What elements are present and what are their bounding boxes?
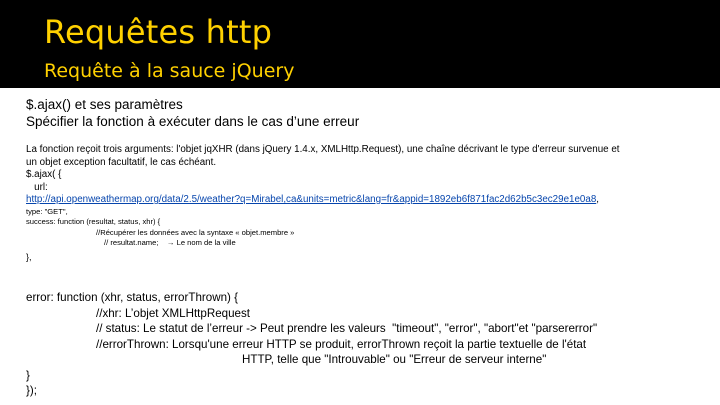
code-url-key: url: [26, 181, 48, 193]
error-line-4: //errorThrown: Lorsqu'une erreur HTTP se produit, errorThrown reçoit la partie textuelle de l'état [96, 337, 587, 351]
code-resultat-line: // resultat.name; → Le nom de la ville [104, 238, 236, 247]
intro-line-error: Spécifier la fonction à exécuter dans le cas d’une erreur [26, 114, 360, 129]
error-code-block [26, 290, 716, 399]
error-line-3: // status: Le statut de l’erreur -> Peut prendre les valeurs "timeout", "error", "abort"et "parsererror" [96, 322, 598, 335]
description-line-2: un objet exception facultatif, le cas échéant. [26, 156, 217, 168]
description-line-1: La fonction reçoit trois arguments: l'objet jqXHR (dans jQuery 1.4.x, XMLHttp.Request), une chaîne décrivant le type d'erreur survenue et [26, 144, 620, 155]
error-line-6: } [26, 368, 30, 382]
code-close-line: }, [26, 251, 32, 262]
intro-line-ajax: $.ajax() et ses paramètres [26, 97, 183, 112]
api-url-link[interactable]: http://api.openweathermap.org/data/2.5/weather?q=Mirabel,ca&units=metric&lang=fr&appid=1892eb6f871fac2d62b5c3ec29e1e0a8 [26, 194, 597, 205]
slide-header [0, 0, 720, 88]
error-line-7: }); [26, 384, 37, 397]
code-success-line: success: function (resultat, status, xhr) { [26, 217, 161, 226]
code-small-block [26, 207, 710, 263]
code-type-line: type: "GET", [26, 206, 68, 216]
slide-body [26, 96, 710, 262]
intro-text [26, 96, 710, 130]
slide-title: Requêtes http [44, 13, 273, 51]
error-line-5: HTTP, telle que "Introuvable" ou "Erreur de serveur interne" [242, 353, 547, 366]
code-comment-line: //Récupérer les données avec la syntaxe « objet.membre » [96, 227, 295, 237]
code-ajax-open: $.ajax( { [26, 169, 62, 180]
slide-subtitle: Requête à la sauce jQuery [44, 60, 295, 82]
code-url-line [26, 194, 710, 207]
url-comma: , [596, 194, 599, 205]
error-line-2: //xhr: L’objet XMLHttpRequest [96, 306, 251, 320]
error-line-1: error: function (xhr, status, errorThrown) { [26, 291, 238, 304]
description [26, 144, 710, 207]
